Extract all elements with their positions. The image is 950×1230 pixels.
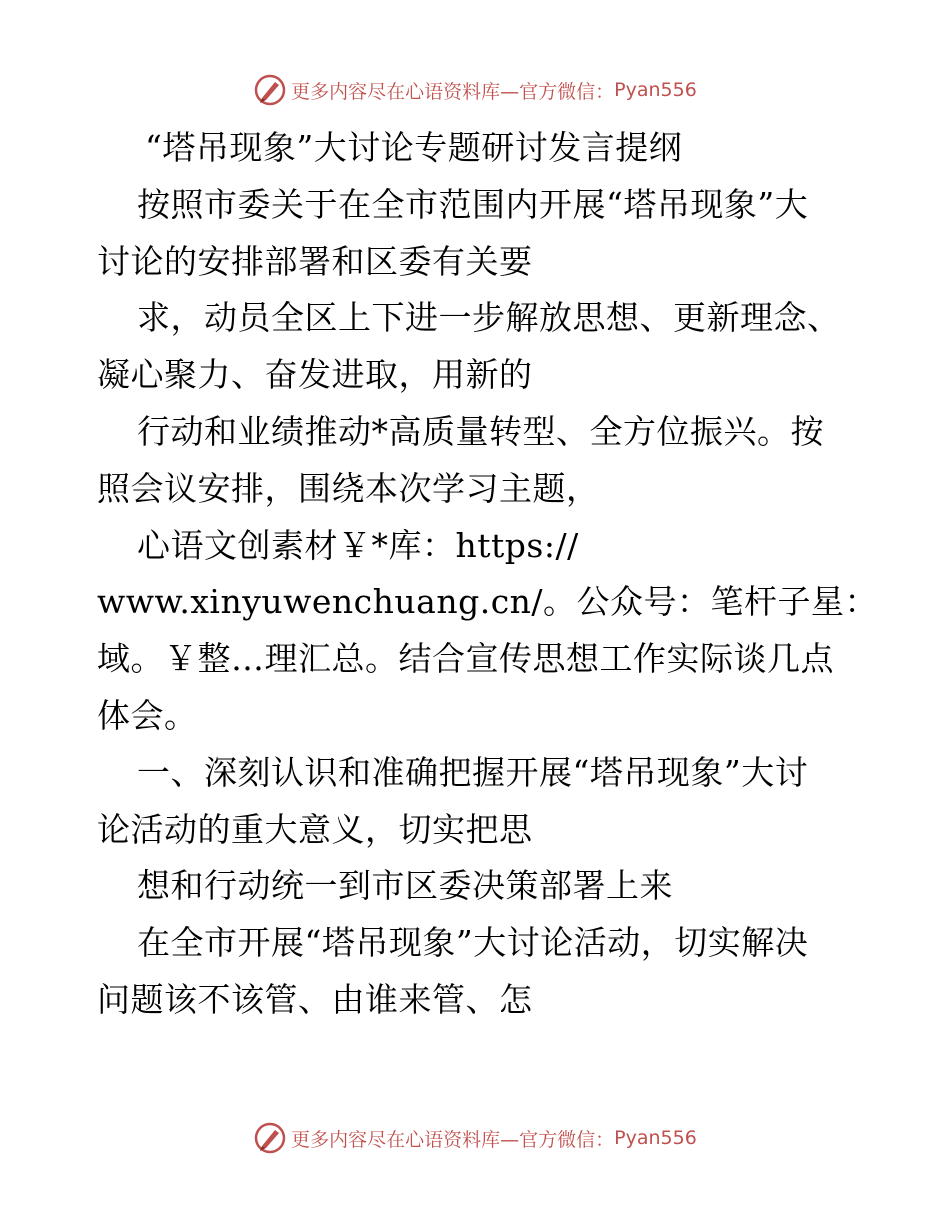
paragraph-line: 体会。 bbox=[97, 695, 198, 735]
banner-text: 更多内容尽在心语资料库—官方微信： bbox=[291, 80, 615, 103]
paragraph-line: 照会议安排，围绕本次学习主题， bbox=[97, 468, 600, 508]
pen-logo-icon bbox=[253, 1121, 287, 1155]
pen-logo-icon bbox=[253, 73, 287, 107]
header-watermark-banner bbox=[0, 70, 950, 110]
paragraph-line: www.xinyuwenchuang.cn/。公众号：笔杆子星： bbox=[97, 582, 879, 622]
document-title: “塔吊现象”大讨论专题研讨发言提纲 bbox=[145, 128, 683, 167]
banner-wechat-id: Pyan556 bbox=[614, 79, 697, 101]
paragraph-line: 在全市开展“塔吊现象”大讨论活动，切实解决 bbox=[137, 923, 809, 963]
paragraph-line: 凝心聚力、奋发进取，用新的 bbox=[97, 355, 533, 395]
footer-watermark-banner bbox=[0, 1118, 950, 1158]
paragraph-line: 按照市委关于在全市范围内开展“塔吊现象”大 bbox=[137, 184, 809, 224]
banner-wechat-id: Pyan556 bbox=[614, 1127, 697, 1149]
paragraph-line: 心语文创素材￥*库：https:// bbox=[137, 525, 579, 565]
section-heading-line: 一、深刻认识和准确把握开展“塔吊现象”大讨 bbox=[137, 752, 809, 792]
paragraph-line: 行动和业绩推动*高质量转型、全方位振兴。按 bbox=[137, 411, 824, 451]
section-heading-line: 想和行动统一到市区委决策部署上来 bbox=[137, 866, 673, 906]
banner-text: 更多内容尽在心语资料库—官方微信： bbox=[291, 1128, 615, 1151]
paragraph-line: 求，动员全区上下进一步解放思想、更新理念、 bbox=[137, 298, 841, 338]
paragraph-line: 域。￥整…理汇总。结合宣传思想工作实际谈几点 bbox=[97, 639, 834, 679]
paragraph-line: 讨论的安排部署和区委有关要 bbox=[97, 241, 533, 281]
paragraph-line: 问题该不该管、由谁来管、怎 bbox=[97, 979, 533, 1019]
section-heading-line: 论活动的重大意义，切实把思 bbox=[97, 809, 533, 849]
document-body bbox=[97, 120, 879, 1029]
